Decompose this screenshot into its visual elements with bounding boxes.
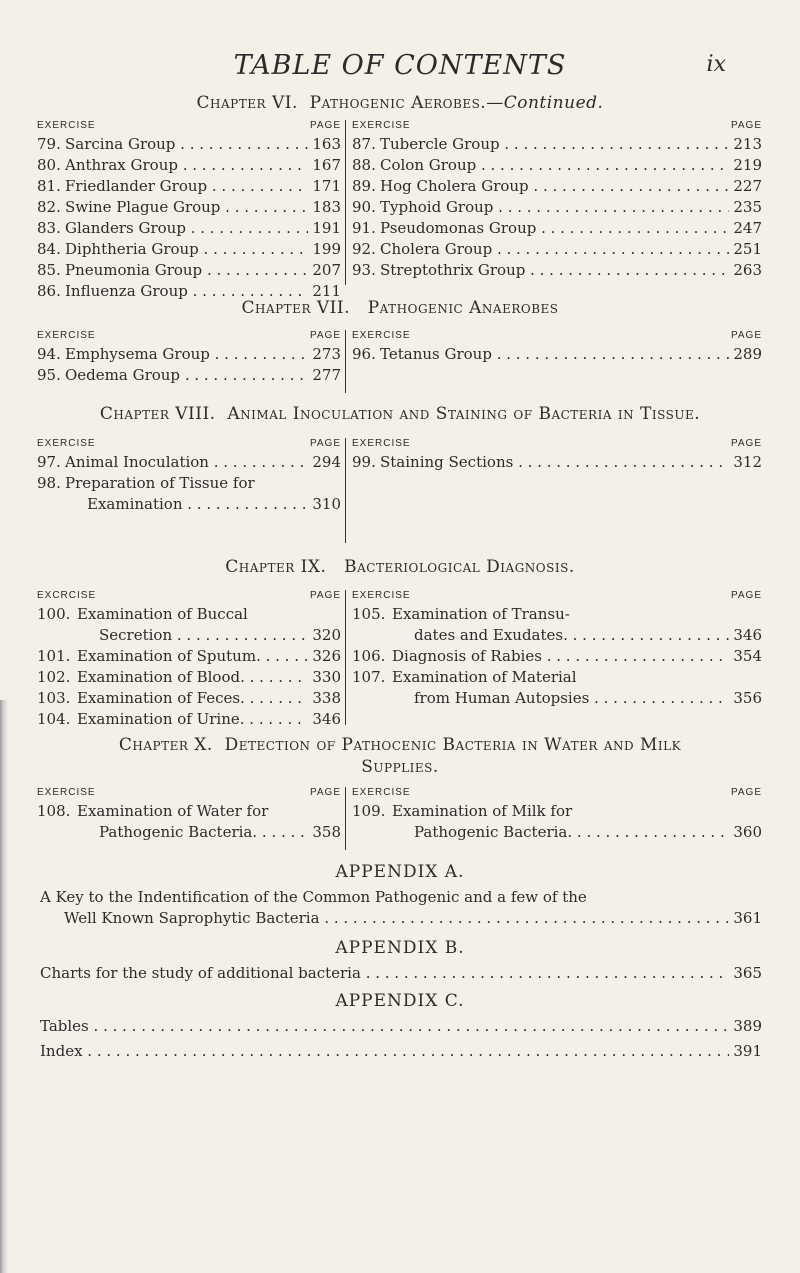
exercise-title: Examination of Urine. . . . . . . [77, 709, 308, 730]
exercise-number [37, 625, 77, 646]
exercise-label: EXERCISE [352, 787, 411, 798]
toc-entry [352, 604, 762, 625]
toc-entry [37, 604, 341, 625]
page-label: PAGE [730, 438, 762, 449]
exercise-number: 109. [352, 802, 386, 820]
chapter-heading [20, 734, 780, 778]
toc-entry [352, 688, 762, 709]
exercise-number: 84. [37, 240, 61, 258]
page-ref: 361 [733, 909, 762, 927]
toc-entry [352, 822, 762, 843]
exercise-label: EXERCISE [352, 330, 411, 341]
page-ref: 312 [733, 453, 762, 471]
exercise-title: Examination . . . [65, 494, 308, 515]
toc-column-left [37, 330, 341, 386]
appendix-heading: APPENDIX B. [335, 938, 465, 958]
exercise-title: Animal Inoculation . . . [65, 452, 308, 473]
toc-entry [37, 667, 341, 688]
toc-entry [37, 239, 341, 260]
appendix-entry-row [40, 1041, 762, 1062]
page-ref: 294 [312, 453, 341, 471]
page-label: PAGE [730, 330, 762, 341]
exercise-number: 93. [352, 261, 376, 279]
exercise-number: 81. [37, 177, 61, 195]
page-ref: 191 [312, 219, 341, 237]
exercise-label: EXCRCISE [37, 590, 97, 601]
page-ref: 338 [312, 689, 341, 707]
exercise-number [352, 688, 392, 709]
appendix-entry-text: A Key to the Indentification of the Common Pathogenic and a few of the [40, 888, 587, 906]
running-title: TABLE OF CONTENTS [233, 50, 567, 81]
exercise-title: Examination of Material [392, 668, 577, 686]
toc-entry [352, 625, 762, 646]
exercise-number [352, 822, 392, 843]
exercise-number: 100. [37, 605, 71, 623]
toc-entry [37, 260, 341, 281]
page-label: PAGE [309, 438, 341, 449]
exercise-title: Typhoid Group . . . [380, 197, 729, 218]
chapter-title: Pathogenic Anaerobes [367, 298, 559, 318]
exercise-title: Examination of Buccal [77, 605, 248, 623]
toc-column-right [352, 330, 762, 365]
page-ref: 346 [312, 710, 341, 728]
toc-column-right [352, 120, 762, 281]
appendix-entry [40, 887, 762, 929]
appendix-heading: APPENDIX A. [335, 862, 465, 882]
page-number: ix [706, 52, 726, 77]
exercise-title: Influenza Group . . . [65, 281, 308, 302]
toc-entry [37, 473, 341, 494]
appendix-entry-title: Well Known Saprophytic Bacteria . . . [64, 908, 729, 929]
toc-entry [352, 176, 762, 197]
page-ref: 356 [733, 689, 762, 707]
page-ref: 211 [312, 282, 341, 300]
page-ref: 389 [733, 1017, 762, 1035]
page-ref: 273 [312, 345, 341, 363]
chapter-title: Detection of Pathocenic Bacteria in Water and Milk [224, 735, 682, 755]
page-ref: 360 [733, 823, 762, 841]
toc-entry [352, 646, 762, 667]
toc-entry [37, 365, 341, 386]
exercise-label: EXERCISE [37, 438, 96, 449]
toc-entry [37, 494, 341, 515]
exercise-number: 89. [352, 177, 376, 195]
page-ref: 227 [733, 177, 762, 195]
column-divider [345, 787, 346, 850]
toc-entry [352, 239, 762, 260]
exercise-number: 90. [352, 198, 376, 216]
exercise-label: EXERCISE [352, 120, 411, 131]
column-header [37, 787, 341, 798]
exercise-number: 105. [352, 605, 386, 623]
page-ref: 251 [733, 240, 762, 258]
column-header [352, 590, 762, 601]
exercise-title: Sarcina Group . . . [65, 134, 308, 155]
exercise-title: Friedlander Group . . . [65, 176, 308, 197]
exercise-title: Swine Plague Group . . . [65, 197, 308, 218]
chapter-title-cont: Supplies. [361, 757, 439, 777]
page-ref: 346 [733, 626, 762, 644]
chapter-heading [40, 298, 760, 318]
exercise-title: Examination of Sputum. . . . . [77, 646, 308, 667]
page-ref: 320 [312, 626, 341, 644]
page-label: PAGE [730, 120, 762, 131]
column-header [352, 438, 762, 449]
page-label: PAGE [309, 330, 341, 341]
column-header [37, 330, 341, 341]
page-label: PAGE [309, 787, 341, 798]
chapter-title: Animal Inoculation and Staining of Bacteria in Tissue. [227, 404, 701, 424]
exercise-number: 79. [37, 135, 61, 153]
exercise-title: Anthrax Group . . . [65, 155, 308, 176]
page-ref: 235 [733, 198, 762, 216]
exercise-title: Streptothrix Group . . . [380, 260, 729, 281]
exercise-number: 106. [352, 647, 386, 665]
chapter-number: Chapter VII. [241, 298, 350, 318]
exercise-number: 87. [352, 135, 376, 153]
toc-entry [352, 344, 762, 365]
exercise-number: 97. [37, 453, 61, 471]
exercise-number: 88. [352, 156, 376, 174]
page-ref: 171 [312, 177, 341, 195]
appendix-entries [40, 1016, 762, 1062]
page-label: PAGE [730, 590, 762, 601]
exercise-title: Secretion . . . [77, 625, 308, 646]
chapter-number: Chapter VIII. [99, 404, 216, 424]
column-header [37, 438, 341, 449]
page-ref: 277 [312, 366, 341, 384]
exercise-number: 94. [37, 345, 61, 363]
page-ref: 163 [312, 135, 341, 153]
appendix-entry-row [40, 963, 762, 984]
column-divider [345, 330, 346, 393]
exercise-number: 92. [352, 240, 376, 258]
appendix-entry-title: Charts for the study of additional bacteria . . . [40, 963, 729, 984]
chapter-title: Bacteriological Diagnosis. [344, 557, 575, 577]
page-ref: 183 [312, 198, 341, 216]
toc-entry [37, 625, 341, 646]
toc-entry [37, 709, 341, 730]
exercise-title: Examination of Milk for [392, 802, 573, 820]
page-edge-shadow [0, 700, 8, 1273]
exercise-number: 85. [37, 261, 61, 279]
toc-column-left [37, 120, 341, 302]
appendix-entry [40, 963, 762, 984]
toc-entry [37, 218, 341, 239]
chapter-heading [40, 557, 760, 577]
page-ref: 354 [733, 647, 762, 665]
exercise-label: EXERCISE [352, 590, 411, 601]
column-divider [345, 590, 346, 725]
column-divider [345, 438, 346, 543]
page-ref: 207 [312, 261, 341, 279]
column-header [37, 120, 341, 131]
exercise-title: Oedema Group . . . [65, 365, 308, 386]
exercise-number [352, 625, 392, 646]
exercise-title: Cholera Group . . . [380, 239, 729, 260]
exercise-title: Hog Cholera Group . . . [380, 176, 729, 197]
exercise-title: from Human Autopsies . . . [392, 688, 729, 709]
column-header [352, 330, 762, 341]
appendix-entry-row [40, 908, 762, 929]
exercise-label: EXERCISE [37, 120, 96, 131]
exercise-number: 108. [37, 802, 71, 820]
toc-entry [37, 688, 341, 709]
page-ref: 289 [733, 345, 762, 363]
toc-entry [352, 197, 762, 218]
exercise-title: Tetanus Group . . . [380, 344, 729, 365]
toc-entry [352, 260, 762, 281]
exercise-title: Emphysema Group . . . [65, 344, 308, 365]
exercise-title: Examination of Blood. . . . . . . [77, 667, 308, 688]
appendix-entry-title: Index . . . [40, 1041, 729, 1062]
exercise-number: 103. [37, 689, 71, 707]
toc-entry [37, 155, 341, 176]
exercise-title: Examination of Water for [77, 802, 269, 820]
exercise-title: Pathogenic Bacteria. . . . . . . [392, 822, 729, 843]
toc-column-left [37, 787, 341, 843]
exercise-number: 99. [352, 453, 376, 471]
page-ref: 219 [733, 156, 762, 174]
toc-entry [352, 218, 762, 239]
exercise-label: EXERCISE [37, 330, 96, 341]
page-ref: 358 [312, 823, 341, 841]
exercise-number: 107. [352, 668, 386, 686]
exercise-label: EXERCISE [37, 787, 96, 798]
column-header [352, 120, 762, 131]
toc-entry [37, 197, 341, 218]
page-ref: 330 [312, 668, 341, 686]
page-ref: 247 [733, 219, 762, 237]
page-label: PAGE [309, 590, 341, 601]
toc-entry [352, 134, 762, 155]
exercise-number: 96. [352, 345, 376, 363]
exercise-number [37, 494, 65, 515]
chapter-heading [40, 93, 760, 113]
page-ref: 365 [733, 964, 762, 982]
exercise-title: Glanders Group . . . [65, 218, 308, 239]
page-ref: 213 [733, 135, 762, 153]
toc-entry [352, 452, 762, 473]
exercise-number [37, 822, 77, 843]
page-ref: 199 [312, 240, 341, 258]
exercise-number: 95. [37, 366, 61, 384]
exercise-number: 104. [37, 710, 71, 728]
continued-note: —Continued. [486, 93, 604, 113]
exercise-title: Staining Sections . . . [380, 452, 729, 473]
chapter-title: Pathogenic Aerobes. [309, 93, 487, 113]
toc-entry [37, 822, 341, 843]
column-header [352, 787, 762, 798]
toc-entry [37, 801, 341, 822]
exercise-title: Pathogenic Bacteria. . . . . . . [77, 822, 308, 843]
toc-column-left [37, 438, 341, 515]
exercise-title: Pseudomonas Group . . . [380, 218, 729, 239]
toc-entry [352, 801, 762, 822]
exercise-title: dates and Exudates. . . . . . . [392, 625, 729, 646]
toc-entry [352, 667, 762, 688]
exercise-number: 80. [37, 156, 61, 174]
exercise-title: Pneumonia Group . . . [65, 260, 308, 281]
exercise-number: 98. [37, 474, 61, 492]
toc-entry [37, 134, 341, 155]
toc-entry [37, 646, 341, 667]
exercise-title: Tubercle Group . . . [380, 134, 729, 155]
page-ref: 326 [312, 647, 341, 665]
toc-column-right [352, 787, 762, 843]
chapter-number: Chapter VI. [196, 93, 298, 113]
appendix-entry-row [40, 1016, 762, 1037]
exercise-title: Diphtheria Group . . . [65, 239, 308, 260]
chapter-number: Chapter IX. [225, 557, 327, 577]
appendix-heading: APPENDIX C. [335, 991, 465, 1011]
page-ref: 167 [312, 156, 341, 174]
chapter-number: Chapter X. [118, 735, 213, 755]
column-header [37, 590, 341, 601]
appendix-entry-title: Tables . . . [40, 1016, 729, 1037]
exercise-title: Colon Group . . . [380, 155, 729, 176]
column-divider [345, 120, 346, 285]
toc-column-right [352, 438, 762, 473]
toc-column-left [37, 590, 341, 730]
page-label: PAGE [730, 787, 762, 798]
exercise-number: 82. [37, 198, 61, 216]
toc-column-right [352, 590, 762, 709]
exercise-title: Preparation of Tissue for [65, 474, 255, 492]
page-ref: 391 [733, 1042, 762, 1060]
toc-entry [37, 452, 341, 473]
page-ref: 310 [312, 495, 341, 513]
exercise-number: 83. [37, 219, 61, 237]
toc-entry [352, 155, 762, 176]
toc-entry [37, 344, 341, 365]
exercise-number: 86. [37, 282, 61, 300]
chapter-heading [20, 404, 780, 424]
exercise-title: Examination of Feces. . . . . . . [77, 688, 308, 709]
exercise-number: 102. [37, 668, 71, 686]
page-ref: 263 [733, 261, 762, 279]
toc-entry [37, 176, 341, 197]
exercise-number: 101. [37, 647, 71, 665]
exercise-number: 91. [352, 219, 376, 237]
exercise-title: Diagnosis of Rabies . . . [392, 646, 729, 667]
exercise-title: Examination of Transu- [392, 605, 570, 623]
exercise-label: EXERCISE [352, 438, 411, 449]
page-label: PAGE [309, 120, 341, 131]
